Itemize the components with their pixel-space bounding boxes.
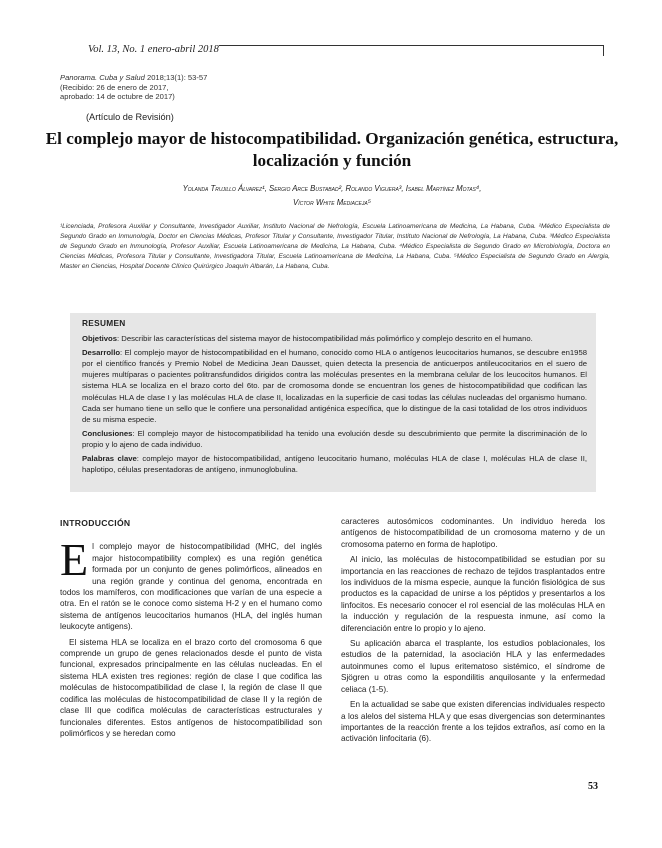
affiliations: ¹Licenciada, Profesora Auxiliar y Consultante, Investigador Auxiliar, Instituto Nacional de Nefrología, Escuela Latinoamericana de Medicina, La Habana, Cuba. ²Médico Especialista de Segundo Grado en Inmunología, Doctor en Ciencias Médicas, Profesor Titular y Consultante, Investigador Titular, Instituto Nacional de Nefrología, La Habana, Cuba. ³Médico Especialista de Segundo Grado en Inmunología, Profesor Auxiliar, Escuela Latinoamericana de Medicina, La Habana, Cuba. ⁴Médico Especialista de Segundo Grado en Microbiología, Doctora en Ciencias Médicas, Profesora Titular y Consultante, Investigadora Titular, Escuela Latinoamericana de Medicina, La Habana, Cuba. ⁵Médico Especialista de Segundo Grado en Alergia, Master en Ciencias, Hospital Docente Clínico Quirúrgico Joaquín Albarán, La Habana, Cuba. xyxy=(60,223,610,270)
intro-paragraph-2: El sistema HLA se localiza en el brazo corto del cromosoma 6 que comprende un grupo de genes relacionados desde el punto de vista funcional, expresados principalmente en las células nucleadas. En el sistema HLA existen tres regiones: región de clase I que codifica las moléculas de histocompatibilidad de clase I, la región de clase II que codifica las moléculas de histocompatibilidad de clase II y la región de clase III que codifica moléculas de características estructurales y funcionales diferentes. Estos antígenos de histocompatibilidad son polimórficos y se heredan como xyxy=(60,637,322,738)
keywords-text: : complejo mayor de histocompatibilidad, antígeno leucocitario humano, moléculas HLA de clase I, moléculas HLA de clase II, haplotipo, células presentadoras de antígeno, inmunoglobulina. xyxy=(82,454,587,475)
development-text: : El complejo mayor de histocompatibilidad en el humano, conocido como HLA o antígenos leucocitarios humanos, se descubre en1958 por el científico francés y Premio Nobel de Medicina Jean Dausset, quien detecta la presencia de anticuerpos antileucocitarios en el suero de mujeres multíparas o pacientes politransfundidos dirigidos contra las moléculas presentes en la membrana celular de los leucocitos humanos. El sistema HLA se localiza en el brazo corto del 6to. par de cromosoma donde se encuentran los genes de histocompatibilidad que codifican las moléculas HLA de clase I y las moléculas HLA de clase II, localizadas en la superficie de casi todas las células nucleadas del organismo humano. Cada ser humano tiene un sello que le confiere una personalidad antigénica específica, que lo distingue de la casi totalidad de los otros individuos de su misma especie. xyxy=(82,348,587,424)
header-rule xyxy=(219,45,604,56)
abstract-conclusions xyxy=(82,428,587,450)
authors-line-2: Víctor White Mediaceja⁵ xyxy=(293,198,371,207)
citation-journal: Panorama. Cuba y Salud xyxy=(60,73,145,82)
received-date: (Recibido: 26 de enero de 2017, xyxy=(60,82,169,92)
citation-block xyxy=(60,73,207,102)
authors-line-1: Yolanda Trujillo Álvarez¹, Sergio Arce Bustabad², Rolando Viguera³, Isabel Martínez Motas⁴, xyxy=(182,184,482,193)
authors xyxy=(60,182,604,210)
intro-paragraph-4: Al inicio, las moléculas de histocompatibilidad se estudian por su importancia en las reacciones de rechazo de tejidos trasplantados entre los individuos de la misma especie, aunque la función fisiológica de sus productos es la capacidad de unirse a los péptidos y presentarlos a los linfocitos. Es necesario conocer el rol esencial de las moléculas HLA en la inducción y regulación de la respuesta inmune, así como la diferenciación entre lo propio y lo ajeno. xyxy=(341,555,605,633)
intro-paragraph-5: Su aplicación abarca el trasplante, los estudios poblacionales, los estudios de la paternidad, la asociación HLA y las enfermedades autoinmunes como el lupus eritematoso sistémico, el síndrome de Sjögren u otras como la espondilitis anquilosante y la enfermedad celiaca (1-5). xyxy=(341,639,605,694)
intro-paragraph-6: En la actualidad se sabe que existen diferencias individuales respecto a los alelos del sistema HLA y que esas divergencias son determinantes importantes de la reacción frente a los tejidos extraños, así como en la activación linfocitaria (6). xyxy=(341,700,605,744)
development-label: Desarrollo xyxy=(82,348,121,358)
intro-heading: INTRODUCCIÓN xyxy=(60,518,131,528)
abstract-development xyxy=(82,347,587,425)
page-number: 53 xyxy=(588,781,598,792)
conclusions-label: Conclusiones xyxy=(82,428,133,438)
column-right xyxy=(341,516,605,749)
abstract-keywords xyxy=(82,453,587,475)
approved-date: aprobado: 14 de octubre de 2017) xyxy=(60,92,175,102)
conclusions-text: : El complejo mayor de histocompatibilidad ha tenido una evolución desde su descubrimiento que permite la discriminación de lo propio y lo ajeno de cada individuo. xyxy=(82,428,587,449)
article-title: El complejo mayor de histocompatibilidad. Organización genética, estructura, localización y función xyxy=(45,129,619,170)
abstract-box xyxy=(70,313,596,492)
abstract-heading: RESUMEN xyxy=(82,318,126,328)
intro-paragraph-3: caracteres autosómicos codominantes. Un individuo hereda los antígenos de histocompatibilidad de un cromosoma materno y de un cromosoma paterno en forma de haplotipo. xyxy=(341,517,605,549)
citation-ref: 2018;13(1): 53-57 xyxy=(144,73,208,82)
column-left xyxy=(60,514,322,743)
intro-p1-text: l complejo mayor de histocompatibilidad (MHC, del inglés major histocompatibility complex) es una región genética formada por un conjunto de genes polimórficos, alineados en una región grande y continua del genoma, encontrada en todos los mamíferos, con modificaciones que varían de una especie a otra. En el ratón se le conoce como sistema H-2 y en el humano como sistema de antígenos leucocitarios humanos (HLA, del inglés human leukocyte antigens). xyxy=(60,542,322,632)
journal-issue: Vol. 13, No. 1 enero-abril 2018 xyxy=(88,44,219,55)
objectives-label: Objetivos xyxy=(82,334,118,344)
article-type: (Artículo de Revisión) xyxy=(86,112,174,122)
keywords-label: Palabras clave xyxy=(82,454,137,464)
abstract-objectives xyxy=(82,333,587,344)
objectives-text: : Describir las características del sistema mayor de histocompatibilidad más polimórfico y complejo descrito en el humano. xyxy=(117,334,533,344)
drop-cap: E xyxy=(60,534,89,586)
intro-paragraph-1 xyxy=(60,534,322,632)
